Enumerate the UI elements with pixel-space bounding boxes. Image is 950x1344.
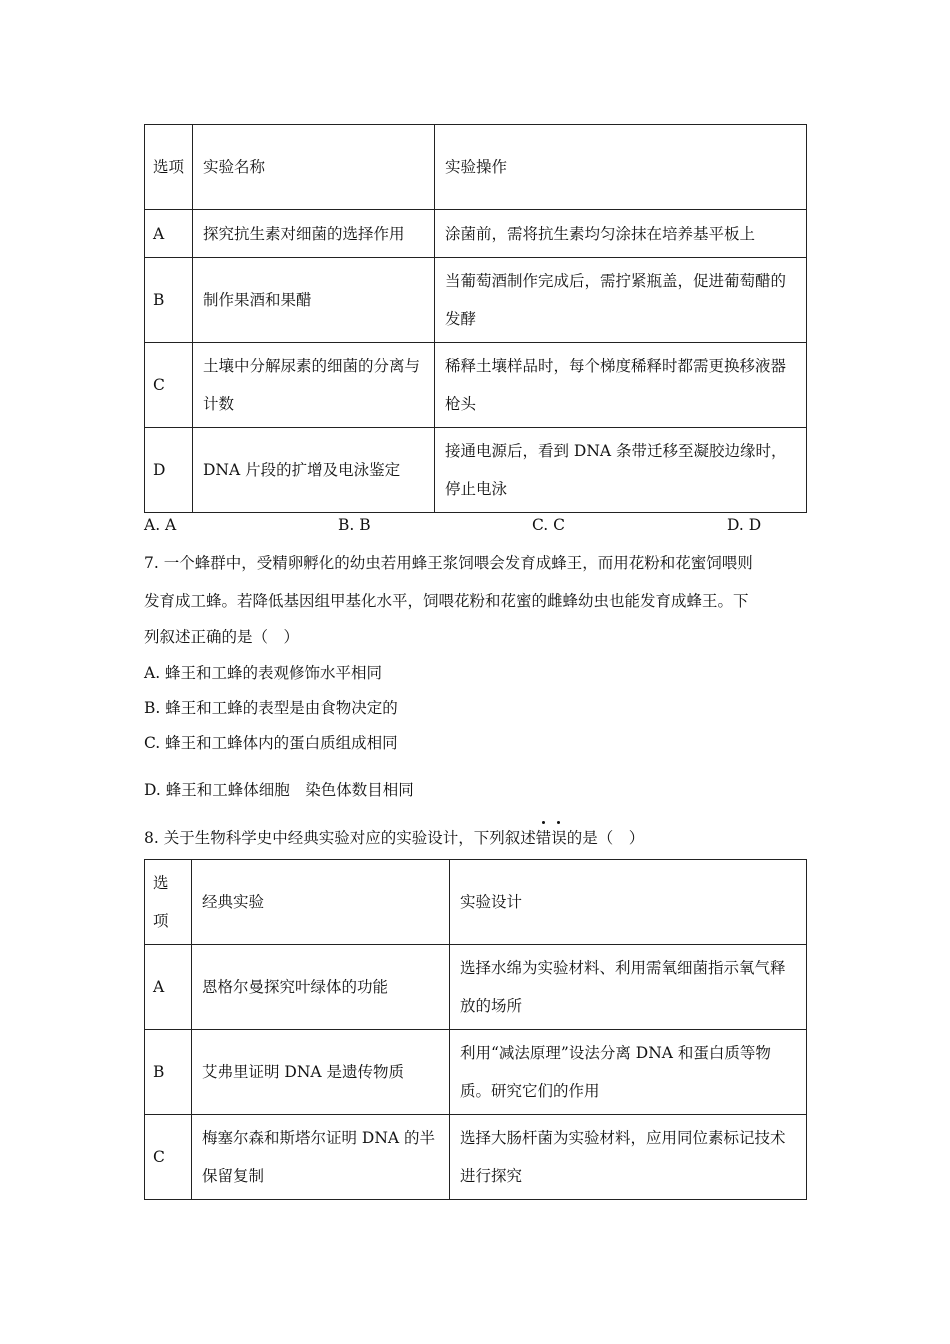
row-experiment-operation: 当葡萄酒制作完成后，需拧紧瓶盖，促进葡萄醋的发酵	[435, 258, 807, 343]
q7-option-b: B. 蜂王和工蜂的表型是由食物决定的	[144, 699, 398, 717]
q7-stem-line: 列叙述正确的是（ ）	[144, 628, 300, 646]
row-experiment-name: 探究抗生素对细菌的选择作用	[193, 210, 435, 258]
row-experiment-operation: 接通电源后，看到 DNA 条带迁移至凝胶边缘时，停止电泳	[435, 428, 807, 513]
header-experiment-design: 实验设计	[450, 860, 807, 945]
q6-choice-b: B. B	[338, 516, 371, 534]
table-header-row	[145, 125, 807, 210]
header-classic-experiment: 经典实验	[192, 860, 450, 945]
q6-choice-c: C. C	[532, 516, 566, 534]
row-experiment-design: 利用“减法原理”设法分离 DNA 和蛋白质等物质。研究它们的作用	[450, 1030, 807, 1115]
row-option: C	[145, 1115, 192, 1200]
table-row	[145, 1115, 807, 1200]
q7-option-d: D. 蜂王和工蜂体细胞 染色体数目相同	[144, 781, 414, 799]
q7-option-a: A. 蜂王和工蜂的表观修饰水平相同	[144, 664, 383, 682]
q7-option-c: C. 蜂王和工蜂体内的蛋白质组成相同	[144, 734, 398, 752]
q7-stem-line: 发育成工蜂。若降低基因组甲基化水平，饲喂花粉和花蜜的雌蜂幼虫也能发育成蜂王。下	[144, 592, 749, 610]
q8-emphasis-char: 误	[551, 826, 567, 848]
table-row	[145, 1030, 807, 1115]
row-experiment-design: 选择大肠杆菌为实验材料，应用同位素标记技术进行探究	[450, 1115, 807, 1200]
row-option: A	[145, 945, 192, 1030]
row-option: B	[145, 258, 193, 343]
row-classic-experiment: 恩格尔曼探究叶绿体的功能	[192, 945, 450, 1030]
row-classic-experiment: 艾弗里证明 DNA 是遗传物质	[192, 1030, 450, 1115]
header-experiment-name: 实验名称	[193, 125, 435, 210]
experiment-operation-table	[144, 124, 807, 513]
row-classic-experiment: 梅塞尔森和斯塔尔证明 DNA 的半保留复制	[192, 1115, 450, 1200]
table-row	[145, 343, 807, 428]
row-option: A	[145, 210, 193, 258]
q8-stem	[144, 826, 644, 848]
row-experiment-operation: 稀释土壤样品时，每个梯度稀释时都需更换移液器枪头	[435, 343, 807, 428]
q8-stem-after: 的是（ ）	[566, 829, 645, 847]
table-row	[145, 258, 807, 343]
row-experiment-design: 选择水绵为实验材料、利用需氧细菌指示氧气释放的场所	[450, 945, 807, 1030]
q8-stem-before: 8. 关于生物科学史中经典实验对应的实验设计，下列叙述	[144, 829, 536, 847]
table-header-row	[145, 860, 807, 945]
q8-emphasis-char: 错	[536, 826, 552, 848]
row-experiment-name: 土壤中分解尿素的细菌的分离与计数	[193, 343, 435, 428]
header-option: 选项	[145, 860, 192, 945]
q6-answer-choices	[144, 516, 824, 538]
row-experiment-name: DNA 片段的扩增及电泳鉴定	[193, 428, 435, 513]
table-row	[145, 945, 807, 1030]
q6-choice-a: A. A	[144, 516, 177, 534]
q7-stem-line: 7. 一个蜂群中，受精卵孵化的幼虫若用蜂王浆饲喂会发育成蜂王，而用花粉和花蜜饲喂则	[144, 554, 753, 572]
row-experiment-operation: 涂菌前，需将抗生素均匀涂抹在培养基平板上	[435, 210, 807, 258]
row-option: B	[145, 1030, 192, 1115]
row-option: C	[145, 343, 193, 428]
header-experiment-operation: 实验操作	[435, 125, 807, 210]
row-option: D	[145, 428, 193, 513]
header-option: 选项	[145, 125, 193, 210]
table-row	[145, 428, 807, 513]
q6-choice-d: D. D	[727, 516, 762, 534]
classic-experiment-table	[144, 859, 807, 1200]
row-experiment-name: 制作果酒和果醋	[193, 258, 435, 343]
table-row	[145, 210, 807, 258]
